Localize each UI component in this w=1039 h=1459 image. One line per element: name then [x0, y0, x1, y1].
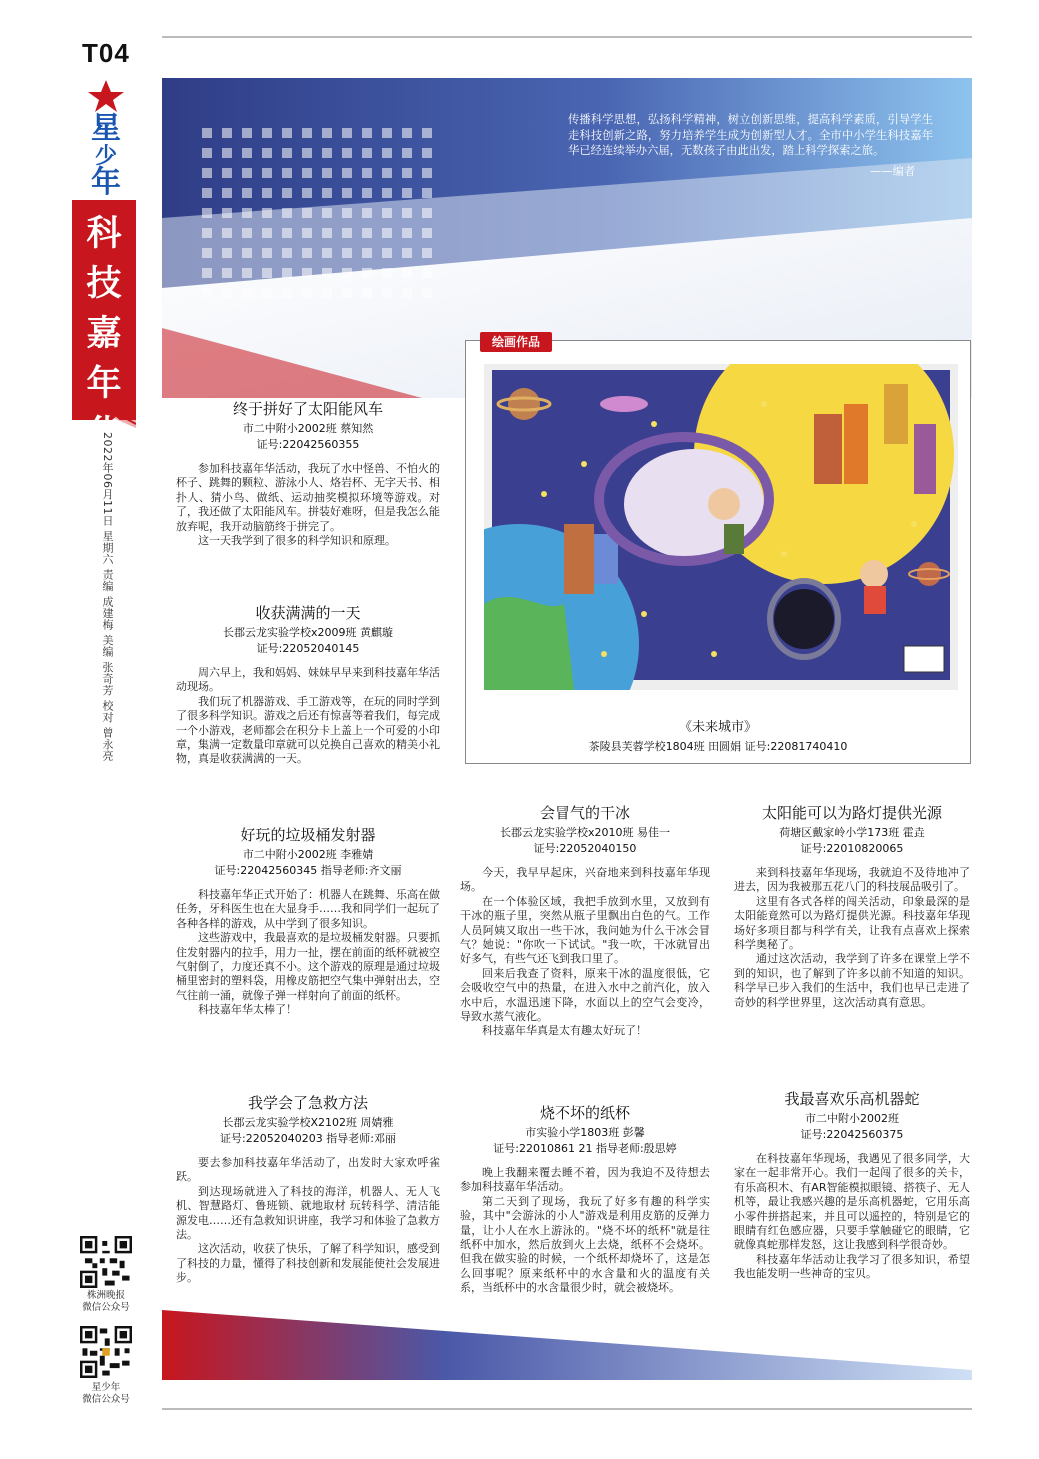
article-body	[176, 462, 440, 548]
star-youth-logo	[78, 78, 134, 198]
section-title-char: 科	[86, 213, 122, 254]
article-title: 会冒气的干冰	[539, 804, 630, 822]
painting-future-city	[484, 364, 958, 690]
paragraph: 在一个体验区域，我把手放到水里，又放到有干冰的瓶子里，突然从瓶子里飘出白色的气。工作人员阿姨又取出一些干冰，我问她为什么干冰会冒气？她说："你吹一下试试。"我一吹，干冰就冒出好多气，有些气还飞到我口里了。	[460, 894, 710, 966]
article-body	[176, 1156, 440, 1286]
article-title: 收获满满的一天	[255, 604, 361, 622]
svg-text:星: 星	[91, 111, 121, 146]
editor-intro: 传播科学思想，弘扬科学精神，树立创新思维，提高科学素质，引导学生走科技创新之路，努力培养学生成为创新型人才。全市中小学生科技嘉年华已经连续举办六届，无数孩子由此出发，踏上科学探索之旅。	[568, 113, 933, 157]
paragraph: 通过这次活动，我学到了许多在课堂上学不到的知识，也了解到了许多以前不知道的知识。科学早已步入我们的生活中，我们也早已走进了奇妙的科学世界里，这次活动真有意思。	[734, 952, 970, 1009]
paragraph: 回来后我查了资料，原来干冰的温度很低，它会吸收空气中的热量，在进入水中之前汽化，放入水中后，水温迅速下降，水面以上的空气会变冷，导致水蒸气液化。	[460, 966, 710, 1024]
paragraph: 在科技嘉年华现场，我遇见了很多同学，大家在一起非常开心。我们一起闯了很多的关卡，有乐高积木、有AR智能模拟眼镜、搭筷子、无人机等，最让我感兴趣的是乐高机器蛇，它用乐高小零件拼搭起来，并且可以遥控的，特别是它的眼睛有红色感应器，只要手掌触碰它的眼睛，它就像真蛇那样发怒，这让我感到科学很奇妙。	[734, 1152, 970, 1252]
paragraph: 到达现场就进入了科技的海洋，机器人、无人飞机、智慧路灯、鲁班锁、就地取材 玩转科学、清洁能源发电……还有急救知识讲座，我学习和体验了急救方法。	[176, 1184, 440, 1242]
article-title: 烧不坏的纸杯	[539, 1104, 630, 1122]
article	[460, 804, 710, 1039]
article	[734, 1090, 970, 1282]
article-body	[734, 866, 970, 1010]
footer-band	[162, 1310, 972, 1380]
article-byline: 市二中附小2002班 蔡知然	[242, 422, 374, 435]
article	[176, 1094, 440, 1286]
article-body	[460, 1166, 710, 1296]
section-title-char: 技	[86, 263, 122, 304]
painting-caption: 《未来城市》	[678, 720, 757, 735]
article	[460, 1104, 710, 1296]
section-title	[72, 200, 136, 454]
article-body	[734, 1152, 970, 1282]
bottom-rule	[162, 1408, 972, 1410]
top-rule	[162, 36, 972, 38]
paragraph: 参加科技嘉年华活动，我玩了水中怪兽、不怕火的杯子、跳舞的颗粒、游泳小人、烙岩杯、无字天书、相扑人、猜小鸟、做纸、运动抽奖模拟环境等游戏。对了，我还做了太阳能风车。拼装好难呀，但是我怎么能放弃呢，我开动脑筋终于拼完了。	[176, 462, 440, 533]
paragraph: 这里有各式各样的闯关活动，印象最深的是太阳能竟然可以为路灯提供光源。科技嘉年华现场好多项目都与科学有关，让我有点喜欢上探索科学奥秘了。	[734, 894, 970, 952]
paragraph: 这次活动，收获了快乐，了解了科学知识，感受到了科技的力量，懂得了科技创新和发展能使社会发展进步。	[176, 1242, 440, 1285]
article-byline: 荷塘区戴家岭小学173班 霍垚	[779, 826, 925, 839]
article	[176, 826, 440, 1018]
paragraph: 晚上我翻来覆去睡不着，因为我迫不及待想去参加科技嘉年华活动。	[460, 1166, 710, 1194]
article	[176, 400, 440, 548]
article-byline: 长郡云龙实验学校x2009班 黄麒璇	[223, 626, 393, 639]
dateline: 2022年06月11日 星期六 责编 成建梅 美编 张奇芳 校对 曾永亮	[101, 432, 114, 762]
article-byline: 长郡云龙实验学校X2102班 周婧雅	[222, 1116, 394, 1129]
paragraph: 周六早上，我和妈妈、妹妹早早来到科技嘉年华活动现场。	[176, 666, 440, 694]
paragraph: 科技嘉年华正式开始了：机器人在跳舞、乐高在做任务，牙科医生也在大显身手……我和同学们一起玩了各种各样的游戏，从中学到了很多知识。	[176, 888, 440, 930]
article-body	[176, 888, 440, 1018]
article-id: 证号:22052040145	[256, 641, 360, 655]
section-title-char: 嘉	[86, 313, 122, 354]
paragraph: 科技嘉年华真是太有趣太好玩了！	[482, 1024, 647, 1038]
article-byline: 长郡云龙实验学校x2010班 易佳一	[500, 826, 670, 839]
painting-credit: 茶陵县芙蓉学校1804班 田圆娟 证号:22081740410	[588, 740, 848, 753]
paragraph: 科技嘉年华太棒了！	[198, 1003, 297, 1017]
article-title: 太阳能可以为路灯提供光源	[761, 804, 942, 822]
article-id: 证号:22052040150	[533, 841, 637, 855]
page-code: T04	[82, 38, 130, 68]
qr-code-icon[interactable]	[80, 1326, 132, 1378]
article-id: 证号:22010820065	[800, 841, 904, 855]
paragraph: 科技嘉年华活动让我学习了很多知识，希望我也能发明一些神奇的宝贝。	[734, 1252, 970, 1281]
paragraph: 这些游戏中，我最喜欢的是垃圾桶发射器。只要抓住发射器内的拉手，用力一扯，摆在前面的纸杯就被空气射倒了，力度还真不小。这个游戏的原理是通过垃圾桶里密封的塑料袋，用橡皮筋把空气集中弹射出去，空气往前一涌，就像子弹一样射向了前面的纸杯。	[176, 931, 440, 1002]
article-byline: 市二中附小2002班 李雅婧	[242, 848, 374, 861]
article-title: 好玩的垃圾桶发射器	[240, 826, 376, 844]
article-id: 证号:22042560375	[800, 1127, 904, 1141]
svg-text:少: 少	[94, 144, 118, 169]
editor-signature: ——编者	[870, 165, 916, 178]
article-byline: 市实验小学1803班 彭馨	[525, 1126, 645, 1139]
painting-tag: 绘画作品	[480, 332, 552, 352]
article-title: 我学会了急救方法	[247, 1094, 368, 1112]
paragraph: 来到科技嘉年华现场，我就迫不及待地冲了进去，因为我被那五花八门的科技展品吸引了。	[734, 866, 970, 894]
article-body	[460, 866, 710, 1039]
title-slash-decoration	[72, 400, 136, 428]
paragraph: 这一天我学到了很多的科学知识和原理。	[198, 534, 396, 548]
article	[176, 604, 440, 767]
article-id: 证号:22042560345 指导老师:齐文丽	[214, 863, 402, 877]
qr-label: 星少年 微信公众号	[82, 1382, 130, 1405]
paragraph: 第二天到了现场，我玩了好多有趣的科学实验，其中"会游泳的小人"游戏是利用皮筋的反弹力量，让小人在水上游泳的。"烧不坏的纸杯"就是往纸杯中加水，然后放到火上去烧，纸杯不会烧坏。但我在做实验的时候，一个纸杯却烧坏了，这是怎么回事呢？原来纸杯中的水含量和火的温度有关系，当纸杯中的水含量很少时，就会被烧坏。	[460, 1194, 710, 1295]
article-byline: 市二中附小2002班	[805, 1112, 899, 1125]
article	[734, 804, 970, 1010]
article-id: 证号:22052040203 指导老师:邓丽	[220, 1131, 396, 1145]
article-id: 证号:22042560355	[256, 437, 360, 451]
paragraph: 要去参加科技嘉年华活动了，出发时大家欢呼雀跃。	[176, 1156, 440, 1184]
qr-label: 株洲晚报 微信公众号	[82, 1290, 130, 1313]
article-title: 终于拼好了太阳能风车	[232, 400, 383, 418]
article-title: 我最喜欢乐高机器蛇	[784, 1090, 920, 1108]
svg-text:年: 年	[91, 165, 121, 198]
qr-code-icon[interactable]	[80, 1236, 132, 1288]
section-title-char: 年	[86, 363, 122, 404]
article-body	[176, 666, 440, 767]
article-id: 证号:22010861 21 指导老师:殷思婷	[493, 1141, 677, 1155]
paragraph: 今天，我早早起床，兴奋地来到科技嘉年华现场。	[460, 866, 710, 894]
section-title-char: 华	[86, 413, 122, 454]
paragraph: 我们玩了机器游戏、手工游戏等，在玩的同时学到了很多科学知识。游戏之后还有惊喜等着我们，每完成一个小游戏，老师都会在积分卡上盖上一个可爱的小印章，集满一定数量印章就可以兑换自己喜欢的精美小礼物，真是收获满满的一天。	[176, 694, 440, 766]
